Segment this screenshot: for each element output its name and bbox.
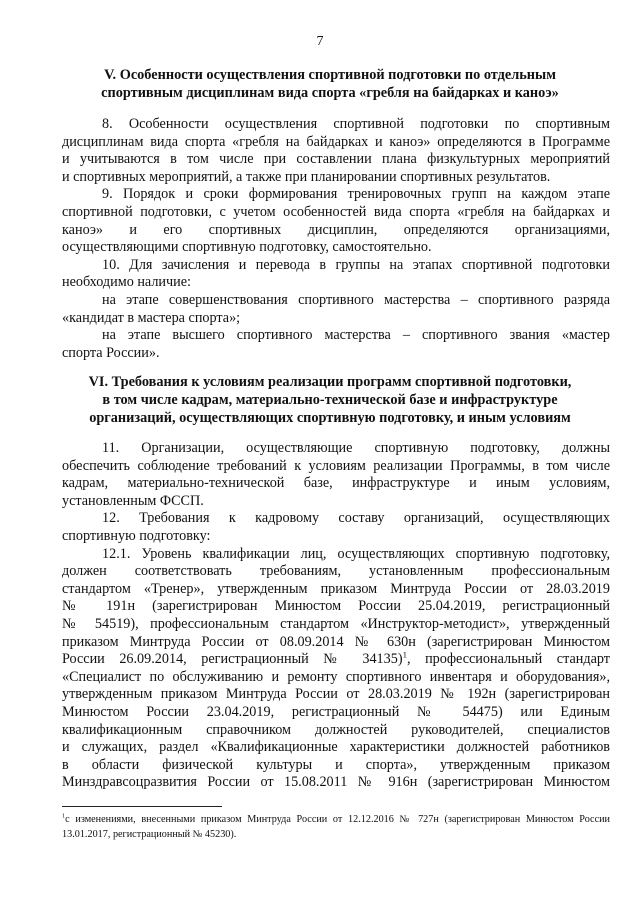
text-line: каноэ» и его спортивных дисциплин, определяются организациями, [62, 221, 610, 238]
text-line: осуществляющими спортивную подготовку, самостоятельно. [62, 239, 432, 256]
text-line: и учитываются в том числе при составлении плана физкультурных мероприятий [62, 151, 610, 168]
section-6-heading [60, 373, 600, 427]
text-line: и служащих, раздел «Квалификационные характеристики должностей работников [62, 739, 610, 756]
text-fragment: с изменениями, внесенными приказом Минтруда России от 12.12.2016 № 727н (зарегистрирован Минюстом России [65, 814, 610, 825]
text-line: 11. Организации, осуществляющие спортивную подготовку, должны [102, 440, 610, 456]
heading-line: организаций, осуществляющих спортивную подготовку, и иным условиям [89, 410, 571, 426]
text-line: квалификационным справочником должностей руководителей, специалистов [62, 721, 610, 738]
text-line: дисциплинам вида спорта «гребля на байдарках и каноэ» определяются в Программе [62, 133, 610, 150]
text-line: Минздравсоцразвития России от 15.08.2011 № 916н (зарегистрирован Минюстом [62, 774, 610, 791]
text-line: 8. Особенности осуществления спортивной подготовки по спортивным [102, 116, 610, 132]
text-line: стандартом «Тренер», утвержденным приказом Минтруда России от 28.03.2019 [62, 580, 610, 597]
footnote-marker: 1 [62, 812, 66, 820]
text-line: установленным ФССП. [62, 492, 204, 509]
text-line: на этапе совершенствования спортивного мастерства – спортивного разряда [102, 291, 610, 308]
page-number: 7 [316, 34, 324, 49]
footnote-reference: 1 [402, 649, 407, 660]
section-6-body [62, 440, 610, 792]
text-line: 9. Порядок и сроки формирования тренировочных групп на каждом этапе [102, 186, 610, 203]
text-line: спорта России». [62, 344, 160, 361]
text-line: приказом Минтруда России от 08.09.2014 № 630н (зарегистрирован Минюстом [62, 633, 610, 650]
text-line: Минюстом России 23.04.2019, регистрационный № 54475) или Единым [62, 703, 610, 720]
heading-line: V. Особенности осуществления спортивной подготовки по отдельным [104, 67, 556, 83]
text-line: 12.1. Уровень квалификации лиц, осуществляющих спортивную подготовку, [102, 545, 610, 562]
text-line: на этапе высшего спортивного мастерства – спортивного звания «мастер [102, 327, 610, 344]
text-line: «Специалист по обслуживанию и ремонту спортивного инвентаря и оборудования», [62, 668, 610, 685]
text-fragment: , профессиональный стандарт [406, 651, 610, 668]
text-fragment: России 26.09.2014, регистрационный № 34135) [62, 651, 403, 668]
heading-line: VI. Требования к условиям реализации программ спортивной подготовки, [88, 374, 572, 390]
text-line: и спортивных мероприятий, а также при планировании спортивных результатов. [62, 168, 551, 185]
heading-line: спортивным дисциплинам вида спорта «гребля на байдарках и каноэ» [101, 85, 559, 101]
text-line: 10. Для зачисления и перевода в группы на этапах спортивной подготовки [102, 256, 610, 273]
text-line: обеспечить соблюдение требований к условиям реализации Программы, в том числе [62, 457, 610, 474]
section-5-body [62, 116, 610, 362]
footnote-line: 13.01.2017, регистрационный № 45230). [62, 829, 237, 840]
text-line: 12. Требования к кадровому составу организаций, осуществляющих [102, 510, 610, 527]
footnote-divider [62, 806, 222, 807]
text-line: утвержденным приказом Минтруда России от 28.03.2019 № 192н (зарегистрирован [62, 686, 610, 703]
text-line: № 54519), профессиональным стандартом «Инструктор-методист», утвержденный [62, 615, 610, 632]
text-line: спортивной подготовки, с учетом особенностей вида спорта «гребля на байдарках и [62, 203, 610, 220]
text-line: необходимо наличие: [62, 274, 191, 291]
text-line: спортивную подготовку: [62, 527, 211, 544]
heading-line: в том числе кадрам, материально-технической базе и инфраструктуре [102, 392, 558, 408]
text-line: должен соответствовать требованиям, установленным профессиональным [62, 563, 610, 580]
text-line [62, 651, 610, 669]
footnote [62, 812, 610, 842]
footnote-line [62, 812, 610, 827]
section-5-heading [60, 66, 600, 102]
text-line: № 191н (зарегистрирован Минюстом России 25.04.2019, регистрационный [62, 598, 610, 615]
text-line: кадрам, материально-технической базе, инфраструктуре и иным условиям, [62, 475, 610, 492]
text-line: «кандидат в мастера спорта»; [62, 309, 241, 326]
text-line: в области физической культуры и спорта», утвержденным приказом [62, 756, 610, 773]
